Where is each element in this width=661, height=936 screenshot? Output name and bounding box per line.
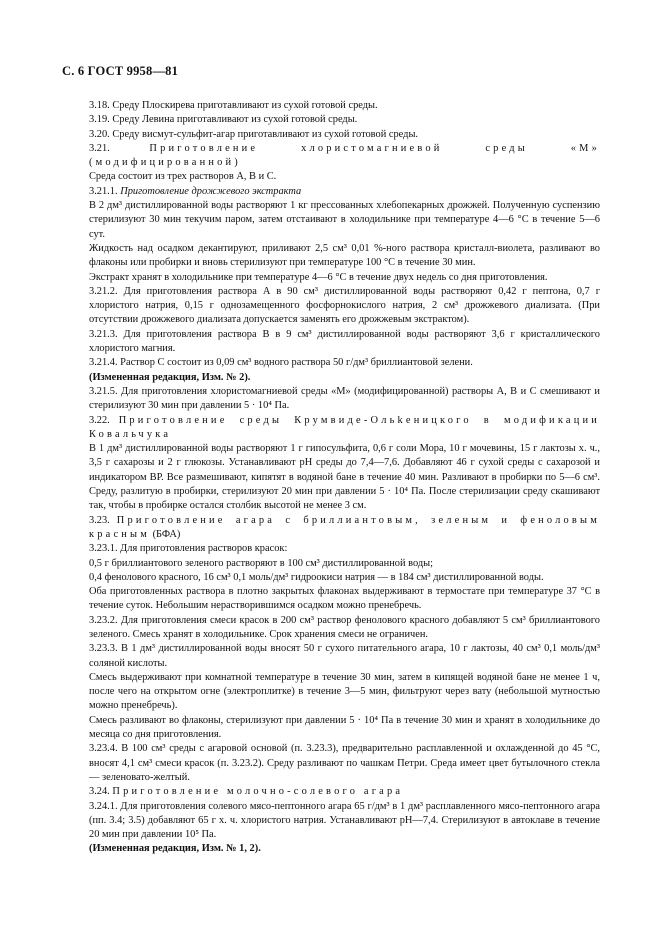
amendment-note-final: (Измененная редакция, Изм. № 1, 2). [89, 843, 261, 855]
paragraph-3-19: 3.19. Среду Левина приготавливают из сухой готовой среды. [89, 114, 358, 126]
page-header: С. 6 ГОСТ 9958—81 [62, 64, 179, 78]
heading-number: 3.23. [89, 514, 110, 526]
paragraph-kovalchuk-medium: В 1 дм³ дистиллированной воды растворяют 1 г гипосульфита, 0,6 г соли Мора, 10 г мочевины, 15 г лактозы х. ч., 3,5 г сахарозы и 2 г глюкозы. Устанавливают рН среды до 7,4—7,6. Добавляют 46 г сухой среды с сахарозой и индикатором ВР. Все размешивают, кипятят в водяной бане в течение 40 мин. Разливают в пробирки по 5—6 см³. Среду, разлитую в пробирки, стерилизуют 20 мин при давлении 5 · 10⁴ Па. После стерилизации среду скашивают так, чтобы в пробирке остался столбик высотой не менее 3 см. [89, 443, 600, 512]
amendment-note: (Измененная редакция, Изм. № 2). [89, 371, 251, 383]
paragraph-3-23-2: 3.23.2. Для приготовления смеси красок в 200 см³ раствор фенолового красного добавляют 5 см³ бриллиантового зеленого. Смесь хранят в холодильнике. Срок хранения смеси не ограничен. [89, 614, 600, 640]
heading-3-21-1 [89, 185, 600, 199]
heading-3-24 [89, 785, 600, 799]
heading-number: 3.21.1. [89, 185, 118, 197]
paragraph-phenol-red-solution: 0,4 фенолового красного, 16 см³ 0,1 моль/дм³ гидроокиси натрия — в 184 см³ дистиллированной воды. [89, 571, 544, 583]
paragraph-media-composition: Среда состоит из трех растворов А, В и С. [89, 171, 277, 183]
paragraph-yeast-suspension: В 2 дм³ дистиллированной воды растворяют 1 кг прессованных хлебопекарных дрожжей. Полученную суспензию стерилизуют 30 мин текучим паром, затем отстаивают в холодильнике при температуре 4—6 °С в течение 5—6 сут. [89, 200, 600, 240]
paragraph-3-20: 3.20. Среду висмут-сульфит-агар приготавливают из сухой готовой среды. [89, 128, 419, 140]
heading-number: 3.21. [89, 142, 110, 154]
heading-3-23 [89, 514, 600, 543]
paragraph-3-21-4: 3.21.4. Раствор С состоит из 0,09 см³ водного раствора 50 г/дм³ бриллиантовой зелени. [89, 357, 473, 369]
paragraph-3-18: 3.18. Среду Плоскирева приготавливают из сухой готовой среды. [89, 100, 378, 111]
heading-title: Приготовление дрожжевого экстракта [120, 185, 302, 197]
paragraph-3-23-1: 3.23.1. Для приготовления растворов красок: [89, 543, 288, 555]
heading-3-21 [89, 142, 600, 171]
paragraph-bottling: Смесь разливают во флаконы, стерилизуют при давлении 5 · 10⁴ Па в течение 30 мин и хранят в холодильнике до месяца со дня приготовления. [89, 714, 600, 741]
paragraph-storage: Экстракт хранят в холодильнике при температуре 4—6 °С в течение двух недель со дня приготовления. [89, 271, 548, 283]
heading-title: Приготовление хлористомагниевой среды «М» (модифицированной) [89, 142, 600, 169]
paragraph-3-23-3: 3.23.3. В 1 дм³ дистиллированной воды вносят 50 г сухого питательного агара, 10 г лактозы, 40 см³ 0,1 моль/дм³ соляной кислоты. [89, 643, 600, 669]
paragraph-green-solution: 0,5 г бриллиантового зеленого растворяют в 100 см³ дистиллированной воды; [89, 557, 434, 569]
paragraph-decant: Жидкость над осадком декантируют, приливают 2,5 см³ 0,01 %-ного раствора кристалл-виолета, разливают во флаконы или пробирки и вновь стерилизуют при температуре 100 °С в течение 30 мин. [89, 242, 600, 269]
paragraph-mixture-heating: Смесь выдерживают при комнатной температуре в течение 30 мин, затем в кипящей водяной бане не менее 1 ч, после чего на открытом огне (электроплитке) в течение 3—5 мин, фильтруют через вату (небольшой мутностью можно пренебречь). [89, 671, 600, 712]
paragraph-3-21-5: 3.21.5. Для приготовления хлористомагниевой среды «М» (модифицированной) растворы А, В и С смешивают и стерилизуют 30 мин при давлении 5 · 10⁴ Па. [89, 385, 600, 412]
heading-number: 3.22. [89, 414, 110, 426]
paragraph-thermostat: Оба приготовленных раствора в плотно закрытых флаконах выдерживают в термостате при температуре 37 °С в течение суток. Небольшим нерастворившимся осадком можно пренебречь. [89, 586, 600, 612]
paragraph-3-23-4: 3.23.4. В 100 см³ среды с агаровой основой (п. 3.23.3), предварительно расплавленной и охлажденной до 45 °С, вносят 4,1 см³ смеси красок (п. 3.23.2). Среду разливают по чашкам Петри. Среда имеет цвет бутылочного стекла — зеленовато-желтый. [89, 743, 600, 783]
paragraph-3-21-2: 3.21.2. Для приготовления раствора А в 90 см³ дистиллированной воды растворяют 0,42 г пептона, 0,7 г хлористого натрия, 0,15 г однозамещенного фосфорнокислого натрия, 2 см³ дрожжевого диализата. (При отсутствии дрожжевого диализата допускается заменять его дрожжевым экстрактом). [89, 285, 600, 326]
heading-3-22 [89, 414, 600, 443]
heading-number: 3.24. [89, 786, 110, 798]
heading-title: Приготовление молочно-солевого агара [112, 786, 404, 798]
heading-title: Приготовление агара с бриллиантовым, зеленым и феноловым красным [89, 514, 600, 540]
heading-title: Приготовление среды Крумвиде-Ольkеницкого в модификации Ковальчука [89, 414, 601, 440]
paragraph-3-21-3: 3.21.3. Для приготовления раствора В в 9 см³ дистиллированной воды растворяют 3,6 г кристаллического хлористого магния. [89, 328, 600, 355]
paragraph-3-24-1: 3.24.1. Для приготовления солевого мясо-пептонного агара 65 г/дм³ в 1 дм³ расплавленного мясо-пептонного агара (пп. 3.4; 3.5) добавляют 65 г х. ч. хлористого натрия. Устанавливают рН—7,4. Стерилизуют в автоклаве в течение 20 мин при давлении 10⁵ Па. [89, 800, 600, 841]
heading-abbr: (БФА) [152, 528, 181, 540]
document-body [89, 99, 600, 857]
